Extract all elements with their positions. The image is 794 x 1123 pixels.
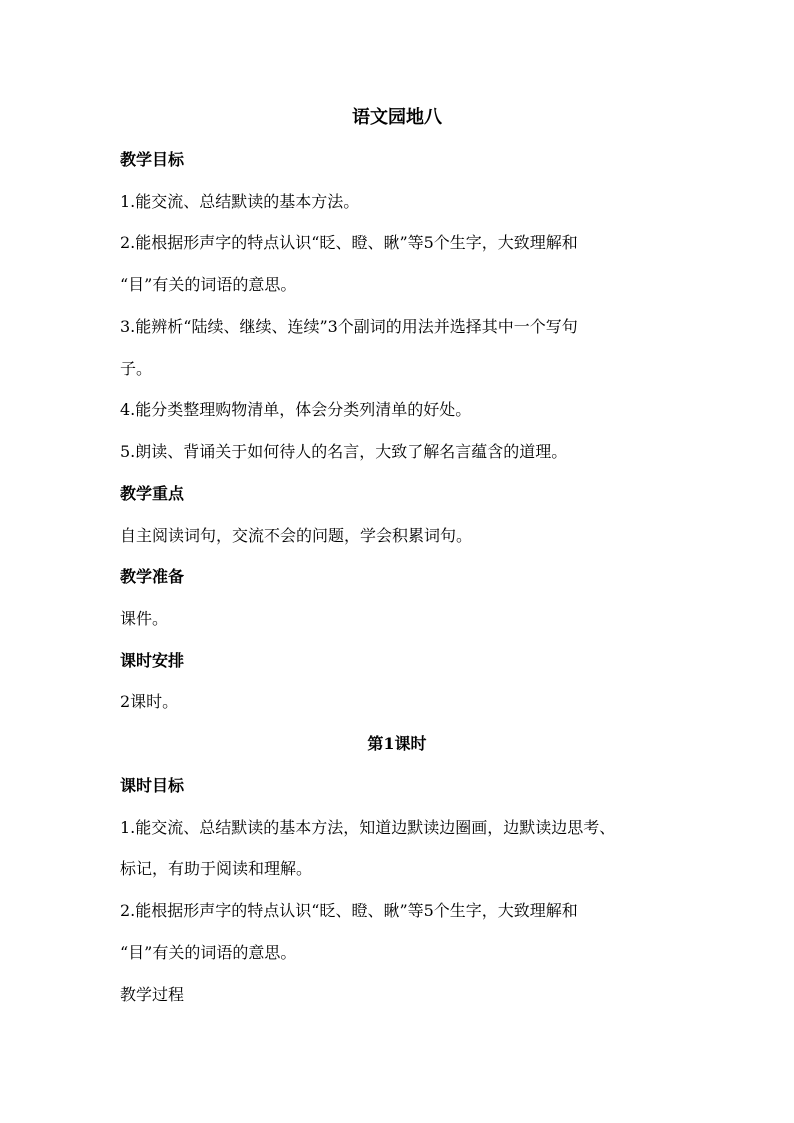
schedule-text: 2课时。 [120, 692, 179, 711]
goal-item-continuation: “目”有关的词语的意思。 [120, 275, 297, 294]
lesson-title: 第1课时 [367, 734, 427, 753]
goal-item: 2.能根据形声字的特点认识“眨、瞪、瞅”等5个生字，大致理解和 [120, 233, 578, 252]
goal-item: 1.能交流、总结默读的基本方法。 [120, 192, 360, 211]
goal-item-continuation: 子。 [120, 359, 153, 378]
preparation-text: 课件。 [120, 609, 169, 628]
section-heading-preparation: 教学准备 [120, 567, 185, 586]
lesson-goal-item: 2.能根据形声字的特点认识“眨、瞪、瞅”等5个生字，大致理解和 [120, 901, 578, 920]
section-heading-teaching-goals: 教学目标 [120, 150, 185, 169]
section-heading-schedule: 课时安排 [120, 651, 185, 670]
lesson-goal-item-continuation: 标记，有助于阅读和理解。 [120, 859, 313, 878]
section-heading-lesson-goals: 课时目标 [120, 776, 185, 795]
goal-item: 4.能分类整理购物清单，体会分类列清单的好处。 [120, 400, 472, 419]
document-title: 语文园地八 [352, 107, 442, 128]
goal-item: 3.能辨析“陆续、继续、连续”3个副词的用法并选择其中一个写句 [120, 317, 578, 336]
key-points-text: 自主阅读词句，交流不会的问题，学会积累词句。 [120, 526, 473, 545]
goal-item: 5.朗读、背诵关于如何待人的名言，大致了解名言蕴含的道理。 [120, 442, 568, 461]
teaching-process-label: 教学过程 [120, 985, 185, 1004]
lesson-goal-item-continuation: “目”有关的词语的意思。 [120, 943, 297, 962]
section-heading-key-points: 教学重点 [120, 484, 185, 503]
lesson-goal-item: 1.能交流、总结默读的基本方法，知道边默读边圈画，边默读边思考、 [120, 818, 616, 837]
